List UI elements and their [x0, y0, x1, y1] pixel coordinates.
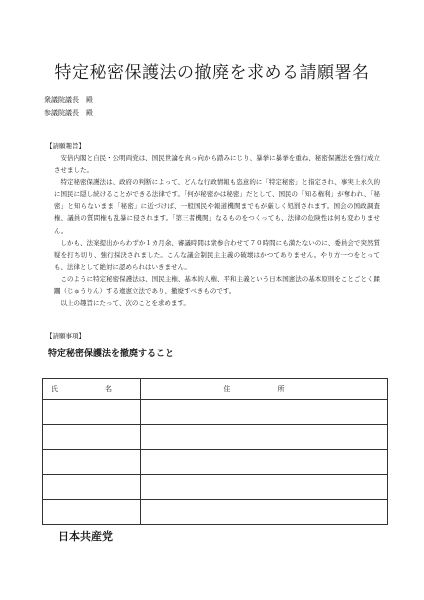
name-cell[interactable]	[43, 425, 141, 450]
address-cell[interactable]	[141, 425, 388, 450]
address-column-header: 住 所	[141, 379, 388, 400]
purpose-body	[54, 152, 380, 309]
signature-row	[43, 450, 388, 475]
purpose-paragraph: 以上の趣旨にたって、次のことを求めます。	[60, 299, 190, 308]
signature-row	[43, 500, 388, 525]
name-cell[interactable]	[43, 400, 141, 425]
signature-row	[43, 475, 388, 500]
purpose-paragraph: このように特定秘密保護法は、国民主権、基本的人権、平和主義という日本国憲法の基本原則をことごとく蹂躙（じゅうりん）する違憲立法であり、撤廃すべきものです。	[54, 274, 380, 296]
purpose-paragraph: 安倍内閣と自民・公明両党は、国民世論を真っ向から踏みにじり、暴挙に暴挙を重ね、秘密保護法を強行成立させました。	[54, 154, 380, 175]
addressee-house-of-representatives: 衆議院議長 殿	[44, 96, 93, 104]
name-cell[interactable]	[43, 475, 141, 500]
document-title: 特定秘密保護法の撤廃を求める請願署名	[54, 63, 370, 83]
addressee-house-of-councillors: 参議院議長 殿	[44, 109, 93, 117]
signature-table-header	[43, 379, 388, 400]
purpose-paragraph: 特定秘密保護法は、政府の判断によって、どんな行政情報も恣意的に「特定秘密」と指定され、事実上永久的に国民に隠し続けることができる法律です。「何が秘密かは秘密」だとして、国民の「知る権利」が奪われ、「秘密」と知らないまま「秘密」に近づけば、一般国民や報道機関までもが厳しく処罰されます。国会の国政調査権、議員の質問権も乱暴に侵されます。「第三者機関」なるものをつくっても、法律の危険性は何も変わりません。	[54, 178, 380, 235]
address-cell[interactable]	[141, 400, 388, 425]
demand-item: 特定秘密保護法を撤廃すること	[48, 349, 175, 359]
signature-row	[43, 425, 388, 450]
name-cell[interactable]	[43, 450, 141, 475]
address-cell[interactable]	[141, 450, 388, 475]
signature-row	[43, 400, 388, 425]
name-cell[interactable]	[43, 500, 141, 525]
name-column-header: 氏 名	[43, 379, 141, 400]
purpose-heading: 【請願趣旨】	[46, 142, 85, 150]
address-cell[interactable]	[141, 500, 388, 525]
signature-table	[42, 378, 388, 525]
organization-name: 日本共産党	[58, 530, 113, 543]
address-cell[interactable]	[141, 475, 388, 500]
purpose-paragraph: しかも、法案提出からわずか１カ月余、審議時間は衆参合わせて７０時間にも満たないのに、委員会で突然質疑を打ち切り、強行採決されました。こんな議会制民主主義の破壊はかつてありません。やり方一つをとっても、法律として絶対に認められはいきません。	[54, 238, 380, 271]
demand-heading: 【請願事項】	[46, 332, 85, 340]
